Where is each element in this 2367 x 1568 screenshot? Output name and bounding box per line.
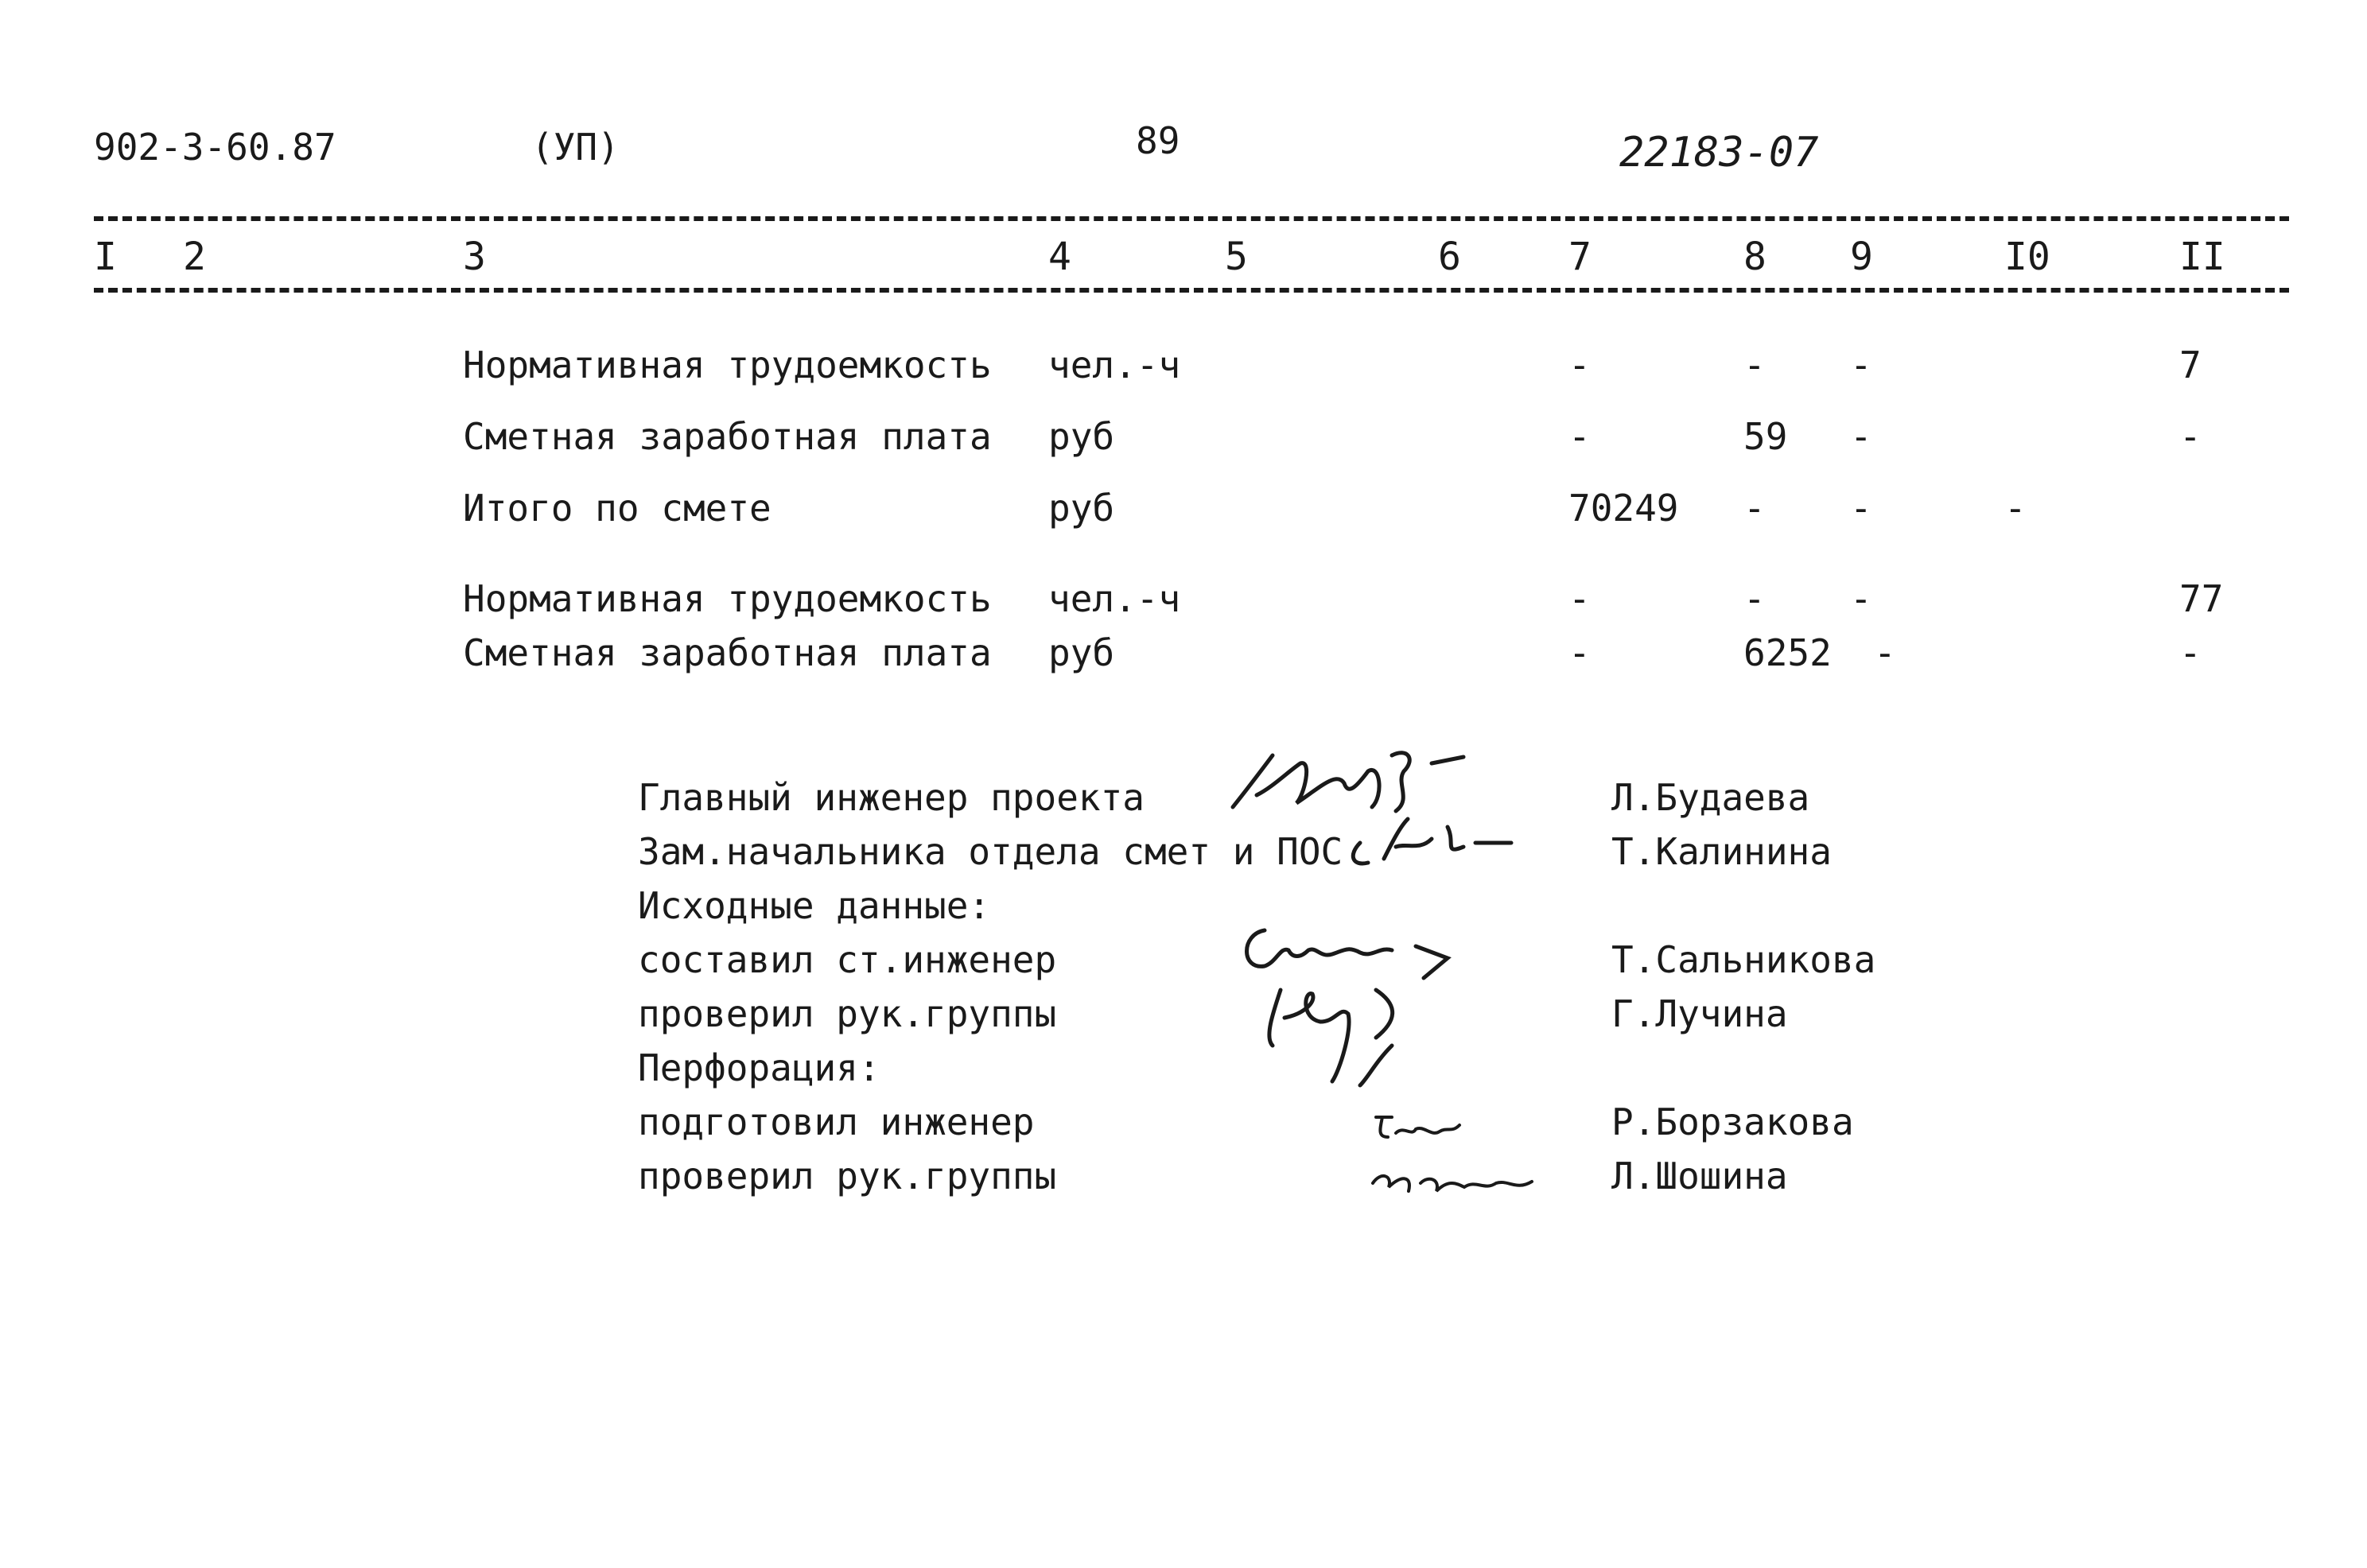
row-2-col8: 59 [1743, 415, 1788, 458]
registration-number: 22183-07 [1619, 129, 1819, 177]
row-3-col7: 70249 [1568, 487, 1679, 530]
col-header-8: 8 [1743, 235, 1767, 279]
row-4-col7: - [1568, 577, 1591, 620]
row-4-col9: - [1850, 577, 1872, 620]
signature-name-chief-engineer: Л.Будаева [1611, 776, 1810, 819]
col-header-4: 4 [1048, 235, 1071, 279]
row-3-col9: - [1850, 487, 1872, 530]
row-5-col9: - [1874, 631, 1896, 674]
row-5-name: Сметная заработная плата [463, 631, 992, 674]
row-5-col8: 6252 [1743, 631, 1832, 674]
row-5-col7: - [1568, 631, 1591, 674]
row-1-col7: - [1568, 343, 1591, 386]
row-4-name: Нормативная трудоемкость [463, 577, 992, 620]
col-header-2: 2 [183, 235, 206, 279]
col-header-7: 7 [1568, 235, 1592, 279]
row-1-unit: чел.-ч [1048, 343, 1181, 386]
col-header-10: I0 [2004, 235, 2050, 279]
row-2-col11: - [2179, 415, 2202, 458]
page-number: 89 [1136, 119, 1180, 162]
row-1-name: Нормативная трудоемкость [463, 343, 992, 386]
signature-name-prepared-by: Р.Борзакова [1611, 1100, 1854, 1143]
signature-name-checked-by-2: Л.Шошина [1611, 1155, 1788, 1197]
handwritten-signature-checked-by-2 [1365, 1159, 1540, 1199]
col-header-1: I [94, 235, 117, 279]
col-header-3: 3 [463, 235, 486, 279]
row-4-col8: - [1743, 577, 1766, 620]
row-2-col7: - [1568, 415, 1591, 458]
row-2-name: Сметная заработная плата [463, 415, 992, 458]
row-3-col10: - [2004, 487, 2027, 530]
table-header-rule [94, 288, 2289, 293]
row-4-unit: чел.-ч [1048, 577, 1181, 620]
col-header-6: 6 [1438, 235, 1461, 279]
row-3-unit: руб [1048, 487, 1115, 530]
signature-role-compiled-by: составил ст.инженер [638, 938, 1057, 981]
doc-code: 902-3-60.87 [94, 126, 336, 169]
signature-name-checked-by: Г.Лучина [1611, 992, 1788, 1035]
col-header-5: 5 [1225, 235, 1248, 279]
handwritten-signature-checked-by [1257, 974, 1448, 1093]
row-2-col9: - [1850, 415, 1872, 458]
row-5-unit: руб [1048, 631, 1115, 674]
row-3-col8: - [1743, 487, 1766, 530]
signature-role-prepared-by: подготовил инженер [638, 1100, 1035, 1143]
row-1-col11: 7 [2179, 343, 2202, 386]
signature-name-deputy-head: Т.Калинина [1611, 830, 1832, 873]
doc-mark: (УП) [531, 126, 620, 169]
row-1-col9: - [1850, 343, 1872, 386]
signature-name-compiled-by: Т.Сальникова [1611, 938, 1876, 981]
row-2-unit: руб [1048, 415, 1115, 458]
section-heading-perforation: Перфорация: [638, 1046, 880, 1089]
section-heading-source-data: Исходные данные: [638, 884, 991, 927]
row-4-col11: 77 [2179, 577, 2224, 620]
row-5-col11: - [2179, 631, 2202, 674]
row-3-name: Итого по смете [463, 487, 772, 530]
signature-role-checked-by-2: проверил рук.группы [638, 1155, 1057, 1197]
handwritten-signature-prepared-by [1368, 1109, 1463, 1145]
signature-role-deputy-head: Зам.начальника отдела смет и ПОС [638, 830, 1343, 873]
signature-role-checked-by: проверил рук.группы [638, 992, 1057, 1035]
table-top-rule [94, 216, 2289, 221]
row-1-col8: - [1743, 343, 1766, 386]
col-header-11: II [2179, 235, 2225, 279]
handwritten-signature-deputy-head [1344, 811, 1527, 875]
col-header-9: 9 [1850, 235, 1873, 279]
signature-role-chief-engineer: Главный инженер проекта [638, 776, 1145, 819]
